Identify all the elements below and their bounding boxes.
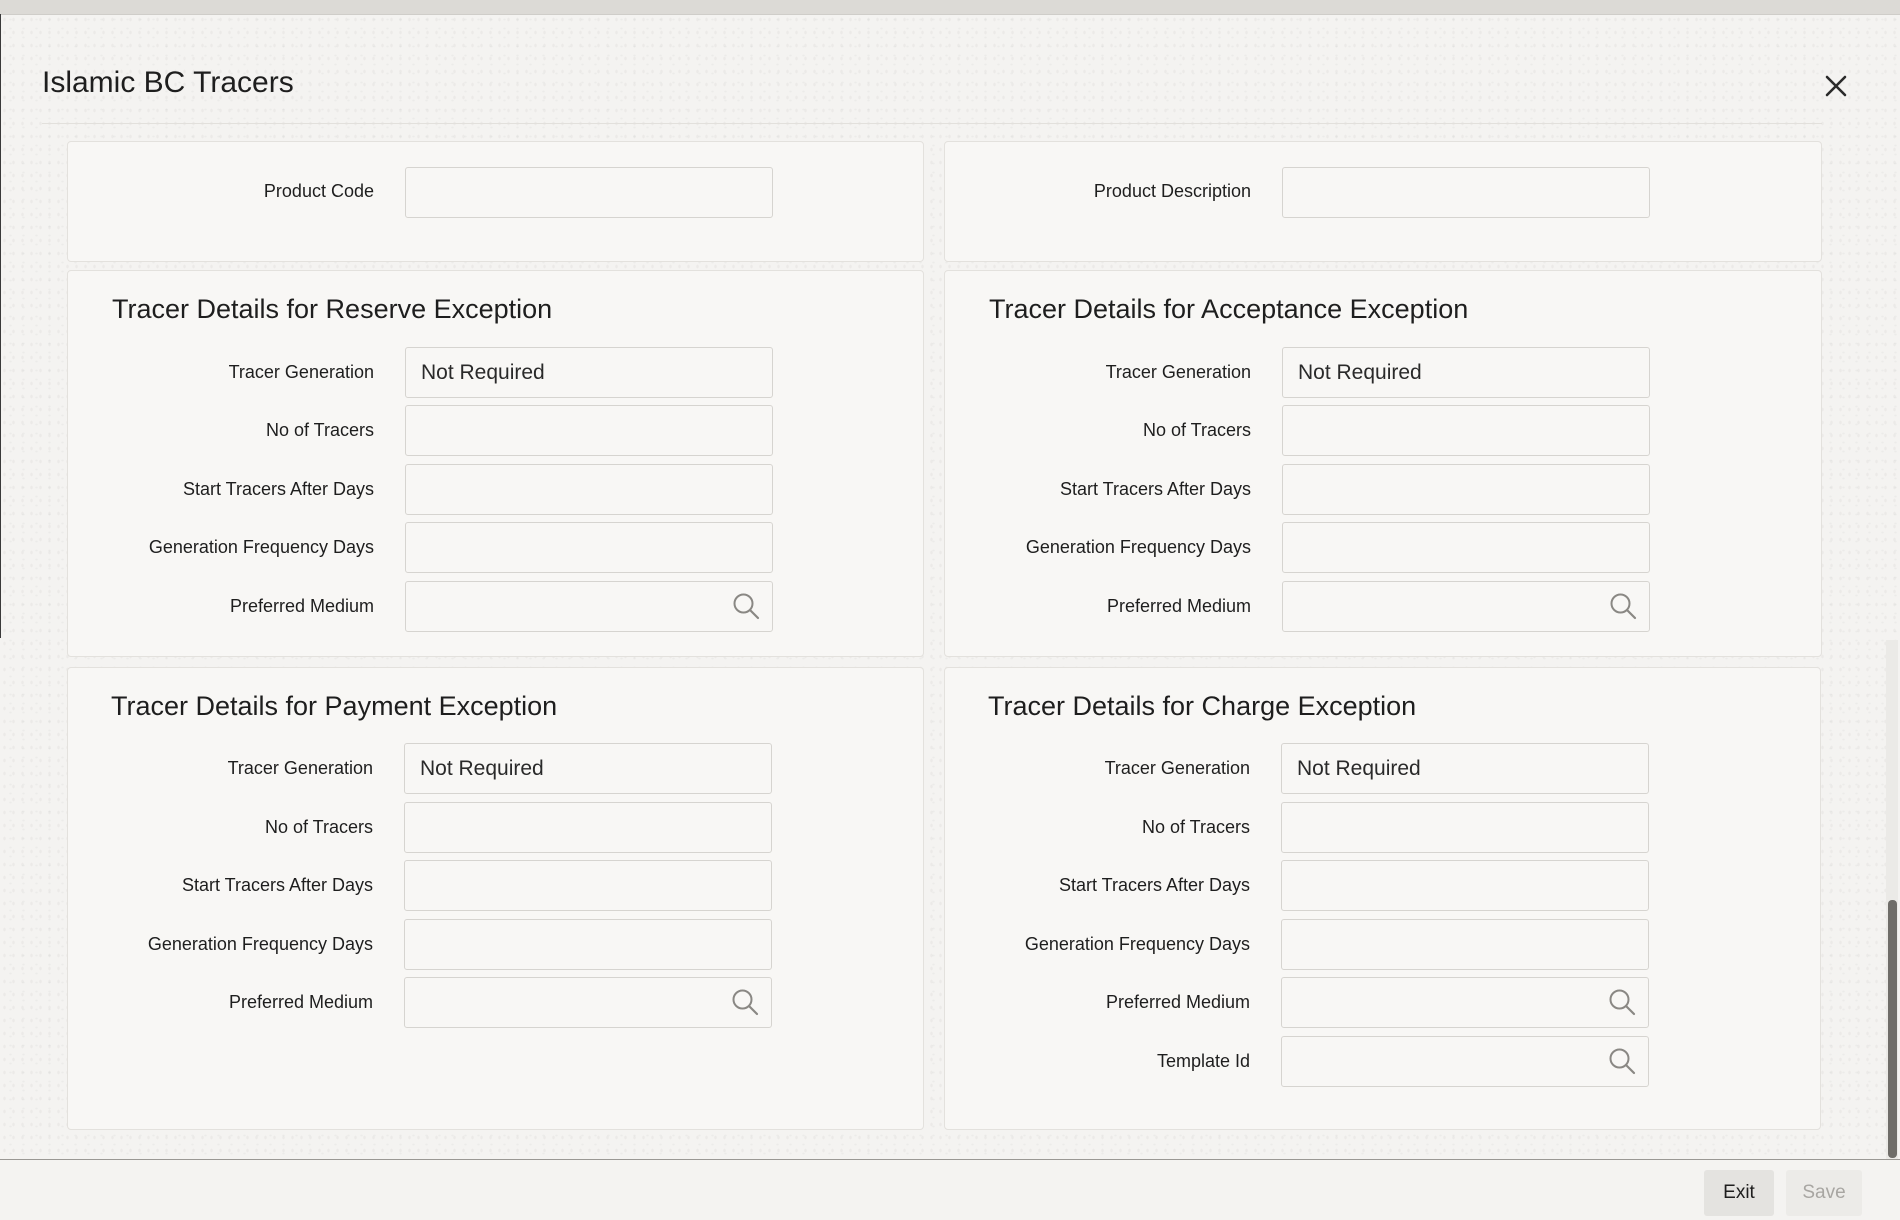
acceptance-tracer-generation-field[interactable] [1282, 347, 1650, 398]
reserve-no-of-tracers-label: No of Tracers [265, 420, 374, 440]
reserve-start-after-days-label: Start Tracers After Days [182, 479, 374, 499]
reserve-frequency-days-input[interactable] [405, 522, 773, 573]
charge-template-id-label: Template Id [1156, 1051, 1250, 1071]
payment-no-of-tracers-input[interactable] [404, 802, 772, 853]
charge-preferred-medium-search-button[interactable] [1607, 987, 1637, 1017]
reserve-preferred-medium-input[interactable] [405, 581, 773, 632]
payment-no-of-tracers-label: No of Tracers [264, 817, 373, 837]
payment-tracer-generation-field[interactable] [404, 743, 772, 794]
dialog-title: Islamic BC Tracers [42, 66, 294, 99]
charge-tracer-generation-label: Tracer Generation [1104, 758, 1250, 778]
reserve-start-after-days-input[interactable] [405, 464, 773, 515]
payment-start-after-days-input[interactable] [404, 860, 772, 911]
reserve-preferred-medium-label: Preferred Medium [229, 596, 374, 616]
search-icon [730, 987, 760, 1017]
search-icon [731, 591, 761, 621]
product-code-label: Product Code [263, 181, 374, 201]
close-icon [1818, 68, 1854, 104]
charge-template-id-search-button[interactable] [1607, 1046, 1637, 1076]
reserve-preferred-medium-search-button[interactable] [731, 591, 761, 621]
scrollbar-thumb[interactable] [1888, 900, 1897, 1158]
charge-preferred-medium-input[interactable] [1281, 977, 1649, 1028]
acceptance-start-after-days-label: Start Tracers After Days [1059, 479, 1251, 499]
reserve-tracer-generation-field[interactable] [405, 347, 773, 398]
charge-template-id-input[interactable] [1281, 1036, 1649, 1087]
charge-frequency-days-input[interactable] [1281, 919, 1649, 970]
acceptance-frequency-days-label: Generation Frequency Days [1025, 537, 1251, 557]
product-code-input[interactable] [405, 167, 773, 218]
footer-bar [0, 1159, 1900, 1220]
acceptance-frequency-days-input[interactable] [1282, 522, 1650, 573]
search-icon [1608, 591, 1638, 621]
acceptance-exception-heading: Tracer Details for Acceptance Exception [989, 294, 1469, 324]
reserve-tracer-generation-label: Tracer Generation [228, 362, 374, 382]
reserve-exception-heading: Tracer Details for Reserve Exception [112, 294, 553, 324]
acceptance-preferred-medium-search-button[interactable] [1608, 591, 1638, 621]
payment-preferred-medium-input[interactable] [404, 977, 772, 1028]
search-icon [1607, 1046, 1637, 1076]
exit-button[interactable]: Exit [1704, 1170, 1774, 1216]
charge-preferred-medium-label: Preferred Medium [1105, 992, 1250, 1012]
payment-frequency-days-label: Generation Frequency Days [147, 934, 373, 954]
charge-no-of-tracers-input[interactable] [1281, 802, 1649, 853]
charge-tracer-generation-field[interactable] [1281, 743, 1649, 794]
charge-exception-heading: Tracer Details for Charge Exception [988, 691, 1417, 721]
window-left-edge [0, 14, 1, 638]
product-description-input[interactable] [1282, 167, 1650, 218]
acceptance-tracer-generation-label: Tracer Generation [1105, 362, 1251, 382]
payment-exception-heading: Tracer Details for Payment Exception [111, 691, 558, 721]
payment-preferred-medium-label: Preferred Medium [228, 992, 373, 1012]
reserve-no-of-tracers-input[interactable] [405, 405, 773, 456]
charge-start-after-days-input[interactable] [1281, 860, 1649, 911]
close-button[interactable] [1818, 68, 1854, 104]
payment-frequency-days-input[interactable] [404, 919, 772, 970]
charge-frequency-days-label: Generation Frequency Days [1024, 934, 1250, 954]
charge-start-after-days-label: Start Tracers After Days [1058, 875, 1250, 895]
payment-start-after-days-label: Start Tracers After Days [181, 875, 373, 895]
acceptance-no-of-tracers-label: No of Tracers [1142, 420, 1251, 440]
acceptance-no-of-tracers-input[interactable] [1282, 405, 1650, 456]
product-description-label: Product Description [1093, 181, 1251, 201]
acceptance-preferred-medium-label: Preferred Medium [1106, 596, 1251, 616]
window-top-strip [0, 0, 1900, 15]
payment-preferred-medium-search-button[interactable] [730, 987, 760, 1017]
acceptance-preferred-medium-input[interactable] [1282, 581, 1650, 632]
reserve-frequency-days-label: Generation Frequency Days [148, 537, 374, 557]
save-button[interactable]: Save [1786, 1170, 1862, 1216]
acceptance-start-after-days-input[interactable] [1282, 464, 1650, 515]
title-divider [42, 123, 1822, 124]
search-icon [1607, 987, 1637, 1017]
charge-no-of-tracers-label: No of Tracers [1141, 817, 1250, 837]
payment-tracer-generation-label: Tracer Generation [227, 758, 373, 778]
